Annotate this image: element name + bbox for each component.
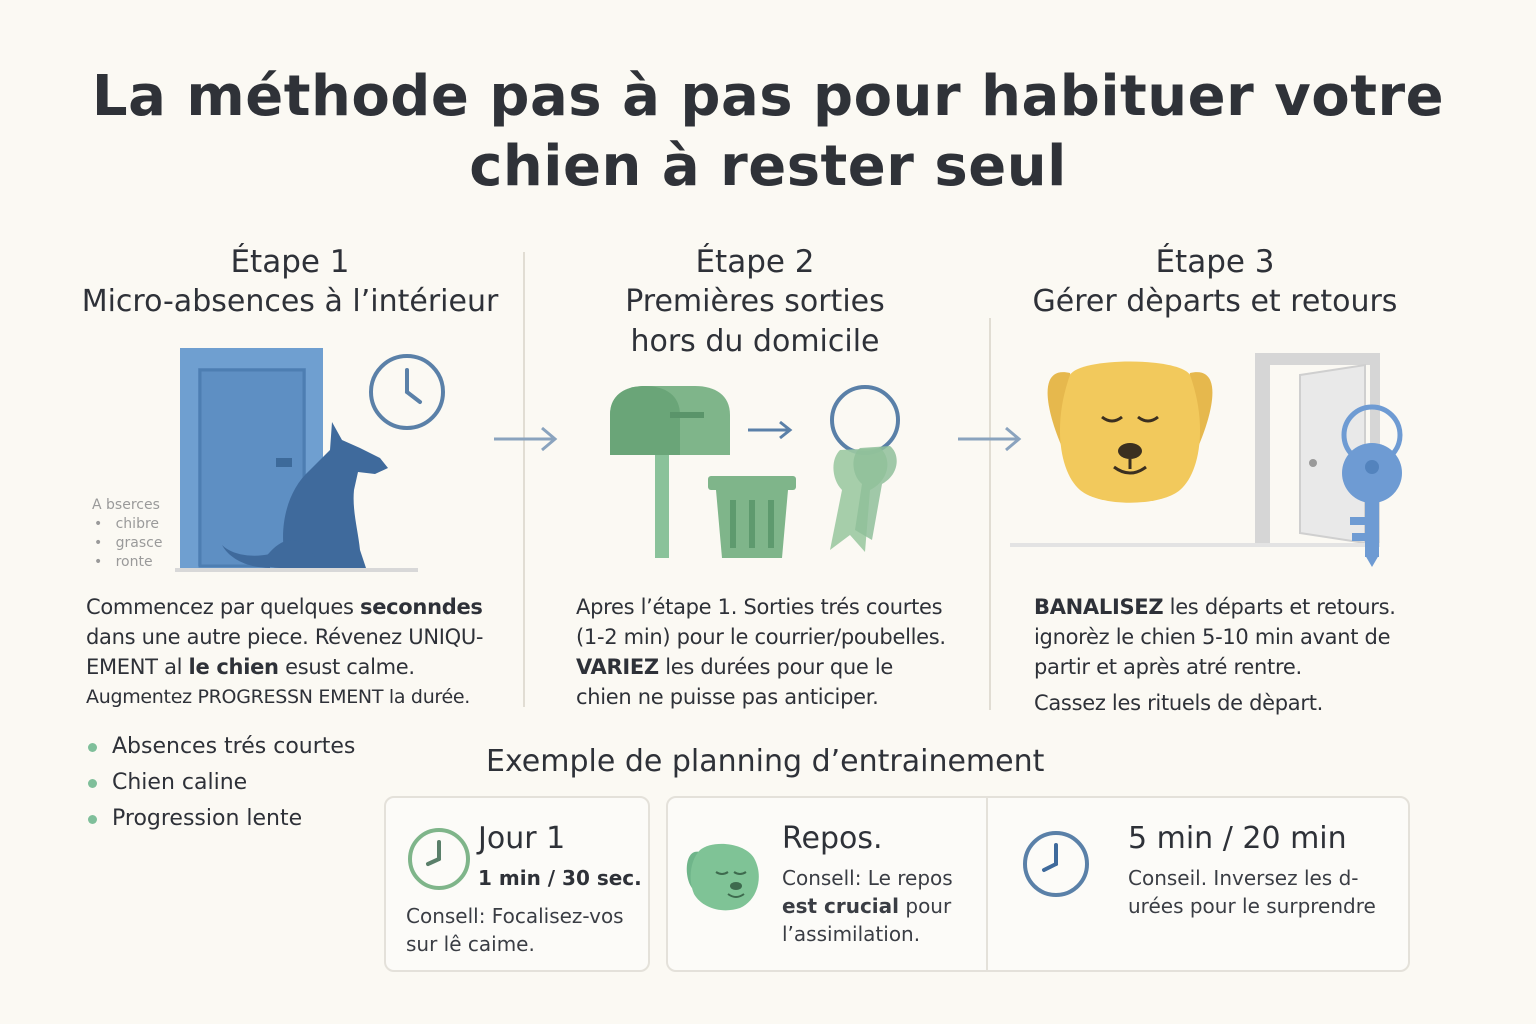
planning-title: Exemple de planning d’entrainement: [486, 744, 1045, 779]
mini-legend-item: • ronte: [94, 554, 153, 570]
step-2-name-line-1: Premières sorties: [625, 284, 885, 319]
arrow-right-icon: [492, 424, 562, 454]
list-item: Absences trés courtes: [86, 729, 386, 765]
step-3-illustration: [1010, 345, 1430, 575]
bullet-dot-icon: [88, 743, 97, 752]
mailbox-icon: [610, 386, 730, 558]
mini-legend-item: • chibre: [94, 516, 160, 532]
step-3-text-line: ignorèz le chien 5-10 min avant de: [1034, 625, 1391, 649]
step-1-text-line: Augmentez PROGRESSN EMENT la durée.: [86, 686, 471, 708]
clock-icon: [371, 356, 443, 428]
step-3-text-line: partir et après atré rentre.: [1034, 655, 1302, 679]
card-text: Conseil. Inversez les d- urées pour le surprendre: [1128, 866, 1376, 918]
step-2-header: [520, 242, 990, 362]
step-1-text-line: dans une autre piece. Révenez UNIQU-: [86, 625, 484, 649]
step-2-text-line: chien ne puisse pas anticiper.: [576, 685, 879, 709]
step-3-text-line: Cassez les rituels de dèpart.: [1034, 691, 1324, 715]
list-item: Chien caline: [86, 765, 386, 801]
step-1-text-line: Commencez par quelques seconndes: [86, 595, 483, 619]
card-heading: Jour 1: [478, 821, 566, 856]
card-heading: 5 min / 20 min: [1128, 821, 1347, 856]
step-1-header: [40, 242, 540, 322]
planning-card-day-1: [384, 796, 650, 972]
step-1-number: Étape 1: [230, 244, 350, 280]
title-line-1: La méthode pas à pas pour habituer votre: [91, 64, 1445, 129]
mini-legend: [92, 496, 212, 572]
dog-face-icon: [682, 838, 764, 914]
list-item: Progression lente: [86, 801, 386, 837]
bullet-list: [86, 729, 386, 837]
trash-bin-icon: [708, 476, 796, 558]
card-text: Consell: Le repos est crucial pour l’assimilation.: [782, 866, 953, 946]
step-1-text: [86, 592, 516, 712]
bullet-dot-icon: [88, 815, 97, 824]
page-title: [0, 62, 1536, 202]
step-2-illustration: [600, 380, 920, 570]
bullet-dot-icon: [88, 779, 97, 788]
planning-card-group: [666, 796, 1410, 972]
clock-icon: [1020, 828, 1092, 900]
step-2-text-line: VARIEZ les durées pour que le: [576, 655, 894, 679]
card-text: Consell: Focalisez-vos sur lê caime.: [406, 904, 624, 956]
step-2-text-line: Apres l’étape 1. Sorties trés courtes: [576, 595, 943, 619]
step-3-header: [1000, 242, 1430, 322]
step-2-number: Étape 2: [695, 244, 815, 280]
card-divider: [986, 798, 988, 970]
step-3-text: [1034, 592, 1474, 718]
clock-icon: [406, 826, 472, 892]
mini-legend-heading: A bserces: [92, 497, 160, 513]
column-divider-2: [989, 318, 991, 710]
mini-legend-item: • grasce: [94, 535, 163, 551]
step-1-name: Micro-absences à l’intérieur: [81, 284, 499, 319]
dog-face-icon: [1048, 362, 1213, 503]
title-line-2: chien à rester seul: [469, 134, 1067, 199]
step-3-number: Étape 3: [1155, 244, 1275, 280]
step-3-name: Gérer dèparts et retours: [1032, 284, 1398, 319]
step-1-text-line: EMENT al le chien esust calme.: [86, 655, 415, 679]
step-2-name-line-2: hors du domicile: [630, 324, 880, 359]
arrow-right-icon: [748, 422, 790, 438]
step-2-text-line: (1-2 min) pour le courrier/poubelles.: [576, 625, 946, 649]
step-2-text: [576, 592, 976, 712]
keys-icon: [830, 387, 898, 552]
step-3-text-line: BANALISEZ les départs et retours.: [1034, 595, 1396, 619]
card-subheading: 1 min / 30 sec.: [478, 866, 642, 890]
card-heading: Repos.: [782, 821, 883, 856]
step-1-illustration: [170, 340, 460, 580]
